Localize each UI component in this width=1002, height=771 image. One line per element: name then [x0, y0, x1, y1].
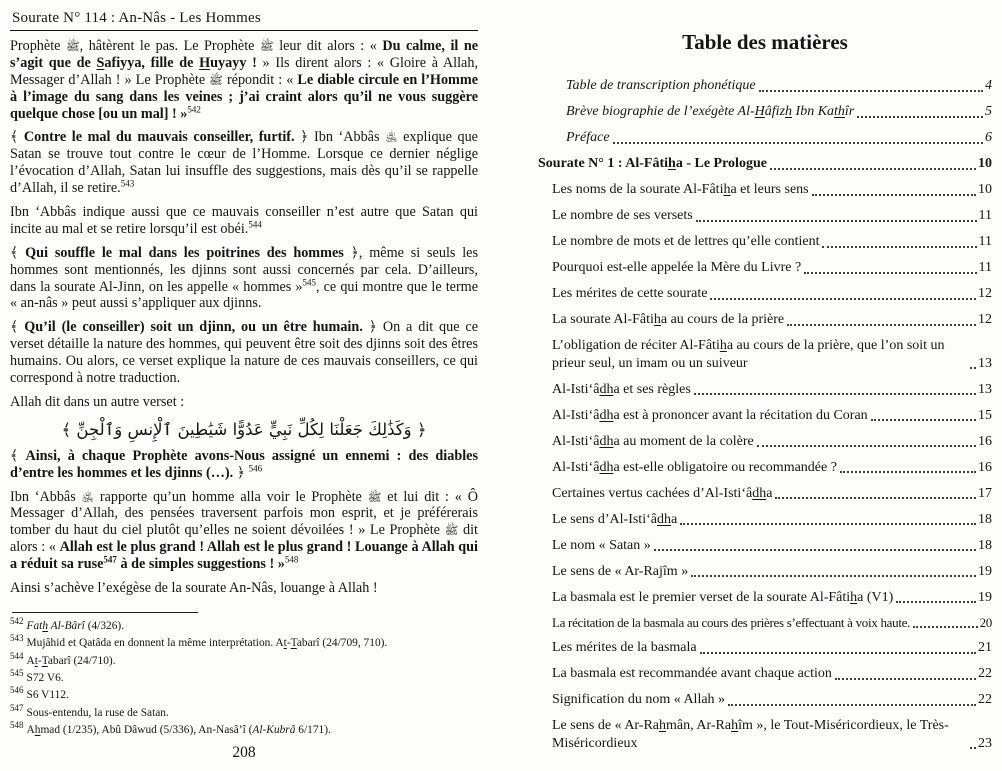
toc-entry — [538, 181, 992, 199]
footnote-text: S6 V112. — [26, 689, 69, 702]
toc-entry-label: Table de transcription phonétique — [566, 78, 756, 93]
toc-entry — [538, 207, 992, 225]
toc-entry — [538, 537, 992, 555]
toc-entry-label: La basmala est le premier verset de la sourate Al-Fâtiha (V1) — [552, 589, 894, 605]
toc-entry-label: La récitation de la basmala au cours des prières s’effectuant à voix haute. — [552, 614, 911, 630]
toc-page-number: 4 — [985, 78, 992, 93]
paragraph: Allah dit dans un autre verset : — [10, 393, 185, 410]
toc-entry — [538, 311, 992, 329]
toc-dot-leader — [812, 193, 976, 196]
footnote-separator — [12, 612, 198, 613]
toc-page-number: 12 — [978, 286, 992, 301]
toc-dot-leader — [913, 625, 978, 628]
footnote-text: Fath Al-Bârî (4/326). — [26, 619, 125, 632]
toc-page-number: 18 — [978, 511, 992, 527]
toc-entry-label: Le nom « Satan » — [552, 537, 651, 553]
toc-entry-label: Préface — [566, 130, 610, 145]
paragraph: ﴾ Qui souffle le mal dans les poitrines des hommes ﴿, même si seuls les hommes sont mentionnés, les djinns sont aussi concernés par cela. D’ailleurs, dans la sourate Al-Jinn, on les appelle « hommes »$^{545}$, ce qui montre que le terme « an-nâs » peut aussi s’appliquer aux djinns. — [10, 244, 478, 312]
toc-entry — [538, 407, 992, 425]
paragraph: ﴾ Contre le mal du mauvais conseiller, furtif. ﴿ Ibn ‘Abbâs ﵁ explique que Satan se trouve tout contre le cœur de l’Homme. Lorsque ce dernier néglige l’évocation d’Allah, Satan lui insuffle des suggestions, mais dès qu’il se rappelle d’Allah, il se retire.$^{543}$ — [10, 129, 478, 197]
toc-dot-leader — [804, 271, 976, 274]
toc-entry — [538, 665, 992, 683]
toc-entry — [538, 615, 992, 631]
toc-page-number: 20 — [979, 614, 992, 630]
paragraph: Prophète ﷺ, hâtèrent le pas. Le Prophète ﷺ leur dit alors : « Du calme, il ne s’agit que de Safiyya, fille de Huyayy ! » Ils dirent alors : « Gloire à Allah, Messager d’Allah ! » Le Prophète ﷺ répondit : « Le diable circule en l’Homme à l’image du sang dans les veines ; j’ai craint alors qu’il ne vous suggère quelque chose [ou un mal] ! »$^{542}$ — [10, 38, 479, 122]
paragraph: Ibn ‘Abbâs ﵁ rapporte qu’un homme alla voir le Prophète ﷺ et lui dit : « Ô Messager d’Allah, des pensées traversent parfois mon esprit, et je préférerais tomber du haut du ciel plutôt qu’elles ne soient dévoilées ! » Le Prophète ﷺ dit alors : « Allah est le plus grand ! Allah est le plus grand ! Louange à Allah qui a réduit sa ruse$^{547}$ à de simples suggestions ! »$^{548}$ — [10, 488, 478, 573]
toc-entry-label: Les mérites de la basmala — [552, 640, 697, 656]
toc-dot-leader — [857, 115, 983, 118]
footnote-text: Mujâhid et Qatâda en donnent la même interprétation. At-Tabarî (24/709, 710). — [26, 637, 388, 650]
toc-dot-leader — [757, 444, 976, 447]
toc-entry — [538, 337, 992, 372]
footnote-text: S72 V6. — [26, 671, 64, 684]
footnote-text: Sous-entendu, la ruse de Satan. — [26, 706, 169, 719]
toc-page-number: 13 — [978, 381, 992, 397]
toc-entry-label: La sourate Al-Fâtiha au cours de la prière — [552, 312, 785, 327]
toc-dot-leader — [759, 89, 983, 92]
running-header: Sourate N° 114 : An-Nâs - Les Hommes — [10, 8, 478, 31]
footnote-number: 544 — [10, 650, 24, 661]
toc-entry — [538, 589, 992, 607]
footnote — [10, 722, 478, 739]
footnote-number: 546 — [10, 685, 24, 696]
toc-entry — [538, 639, 992, 657]
toc-dot-leader — [613, 141, 983, 144]
toc-page-number: 10 — [978, 182, 992, 197]
footnote-text: Ahmad (1/235), Abû Dâwud (5/336), An-Nasâ’î (Al-Kubrâ 6/171). — [26, 723, 331, 736]
toc-entry-label: Al-Isti‘âdha est-elle obligatoire ou recommandée ? — [552, 459, 837, 475]
toc-page-number: 16 — [978, 433, 992, 449]
footnote-number: 545 — [10, 668, 24, 679]
footnote — [10, 635, 478, 652]
toc-entry-label: Le nombre de ses versets — [552, 208, 693, 223]
toc-dot-leader — [654, 548, 976, 551]
toc-page-number: 17 — [978, 485, 992, 501]
toc-page-number: 22 — [978, 666, 992, 682]
body-text — [10, 38, 478, 604]
footnote — [10, 618, 478, 635]
paragraph: Ibn ‘Abbâs indique aussi que ce mauvais conseiller n’est autre que Satan qui incite au mal et se retire lorsqu’il est obéi.$^{544}$ — [10, 204, 478, 237]
toc-entry — [538, 563, 992, 581]
toc-entry — [538, 77, 992, 95]
toc-entry — [538, 433, 992, 451]
toc-entry — [538, 129, 992, 147]
toc-entry-label: Al-Isti‘âdha est à prononcer avant la récitation du Coran — [552, 407, 868, 423]
toc-entry — [538, 485, 992, 503]
toc-entry-label: Pourquoi est-elle appelée la Mère du Livre ? — [552, 260, 802, 275]
toc-entry — [538, 717, 992, 752]
paragraph: ﴿ وَكَذَٰلِكَ جَعَلْنَا لِكُلِّ نَبِيٍّ عَدُوًّا شَيَٰطِينَ ٱلْإِنسِ وَٱلْجِنِّ ﴾ — [61, 419, 427, 439]
toc-entry — [538, 459, 992, 477]
footnotes — [10, 618, 478, 739]
toc-entry-label: Les noms de la sourate Al-Fâtiha et leurs sens — [552, 182, 809, 197]
toc-dot-leader — [970, 746, 976, 749]
toc-page-number: 11 — [978, 208, 992, 223]
toc-dot-leader — [680, 522, 976, 525]
toc-entry-label: Al-Isti‘âdha au moment de la colère — [552, 433, 754, 449]
toc-entry-label: Les mérites de cette sourate — [552, 286, 708, 301]
toc-dot-leader — [871, 418, 976, 421]
toc-page-number: 5 — [985, 104, 992, 119]
toc-dot-leader — [691, 574, 976, 577]
paragraph: Ainsi s’achève l’exégèse de la sourate An-Nâs, louange à Allah ! — [10, 579, 378, 596]
footnote — [10, 670, 478, 687]
toc-dot-leader — [728, 703, 976, 706]
toc-page-number: 15 — [978, 407, 992, 423]
toc-dot-leader — [694, 392, 976, 395]
toc-entry-label: Signification du nom « Allah » — [552, 692, 726, 708]
toc-entry-label: Sourate N° 1 : Al-Fâtiha - Le Prologue — [538, 156, 767, 171]
toc-dot-leader — [696, 219, 977, 222]
toc-entry — [538, 103, 992, 121]
toc-page-number: 11 — [978, 234, 992, 249]
toc-entry-label: Le sens d’Al-Isti‘âdha — [552, 511, 678, 527]
toc-entry — [538, 511, 992, 529]
toc-entry-label: Le nombre de mots et de lettres qu’elle contient — [552, 234, 820, 249]
toc-dot-leader — [700, 651, 976, 654]
toc-dot-leader — [970, 366, 976, 369]
footnote — [10, 650, 478, 670]
footnote-number: 543 — [10, 633, 24, 644]
toc-list — [538, 77, 992, 752]
toc-page-number: 18 — [978, 537, 992, 553]
toc-page-number: 16 — [978, 459, 992, 475]
toc-entry-label: Le sens de « Ar-Rahmân, Ar-Rahîm », le Tout-Miséricordieux, le Très-Miséricordieux — [552, 718, 949, 751]
toc-entry — [538, 285, 992, 303]
footnote — [10, 687, 478, 704]
footnote-number: 548 — [10, 720, 24, 731]
footer-block — [10, 604, 478, 766]
footnote-number: 547 — [10, 702, 24, 713]
toc-page-number: 23 — [978, 735, 992, 751]
toc-page-number: 22 — [978, 692, 992, 708]
toc-page-number: 13 — [978, 355, 992, 371]
page-left-sourate-114 — [0, 0, 494, 771]
footnote — [10, 702, 478, 722]
toc-entry — [538, 155, 992, 173]
toc-dot-leader — [840, 470, 976, 473]
toc-dot-leader — [896, 600, 976, 603]
toc-entry — [538, 381, 992, 399]
toc-entry-label: Al-Isti‘âdha et ses règles — [552, 381, 691, 397]
footnote-number: 542 — [10, 616, 24, 627]
toc-page-number: 6 — [985, 130, 992, 145]
footnote-text: At-Tabarî (24/710). — [26, 654, 116, 667]
toc-page-number: 19 — [978, 589, 992, 605]
toc-dot-leader — [835, 677, 976, 680]
toc-page-number: 19 — [978, 563, 992, 579]
toc-dot-leader — [770, 167, 976, 170]
toc-dot-leader — [775, 496, 976, 499]
page-number: 208 — [232, 744, 256, 762]
paragraph: ﴾ Ainsi, à chaque Prophète avons-Nous assigné un ennemi : des diables d’entre les hommes et les djinns (…). ﴿ $^{546}$ — [10, 447, 478, 481]
toc-page-number: 10 — [978, 156, 992, 171]
toc-page-number: 11 — [978, 260, 992, 275]
page-right-toc — [494, 0, 1002, 771]
paragraph: ﴾ Qu’il (le conseiller) soit un djinn, ou un être humain. ﴿ On a dit que ce verset détaille la nature des hommes, qui peuvent être soit des djinns soit des êtres humains. Ou alors, ce verset explique la nature de ces mauvais conseillers, ce qui correspond à notre traduction. — [10, 319, 478, 387]
toc-title: Table des matières — [682, 30, 848, 54]
toc-entry-label: Le sens de « Ar-Rajîm » — [552, 563, 689, 579]
toc-entry-label: L’obligation de réciter Al-Fâtiha au cours de la prière, que l’on soit un prieur seul, un imam ou un suiveur — [552, 338, 945, 371]
toc-entry — [538, 233, 992, 251]
toc-entry — [538, 691, 992, 709]
toc-page-number: 21 — [978, 640, 992, 656]
toc-page-number: 12 — [978, 312, 992, 327]
toc-entry-label: Brève biographie de l’exégète Al-Hâfizh Ibn Kathîr — [566, 104, 855, 119]
toc-entry-label: La basmala est recommandée avant chaque action — [552, 666, 832, 682]
toc-dot-leader — [787, 323, 976, 326]
toc-dot-leader — [710, 297, 976, 300]
toc-entry-label: Certaines vertus cachées d’Al-Isti‘âdha — [552, 485, 773, 501]
toc-entry — [538, 259, 992, 277]
toc-dot-leader — [822, 245, 976, 248]
